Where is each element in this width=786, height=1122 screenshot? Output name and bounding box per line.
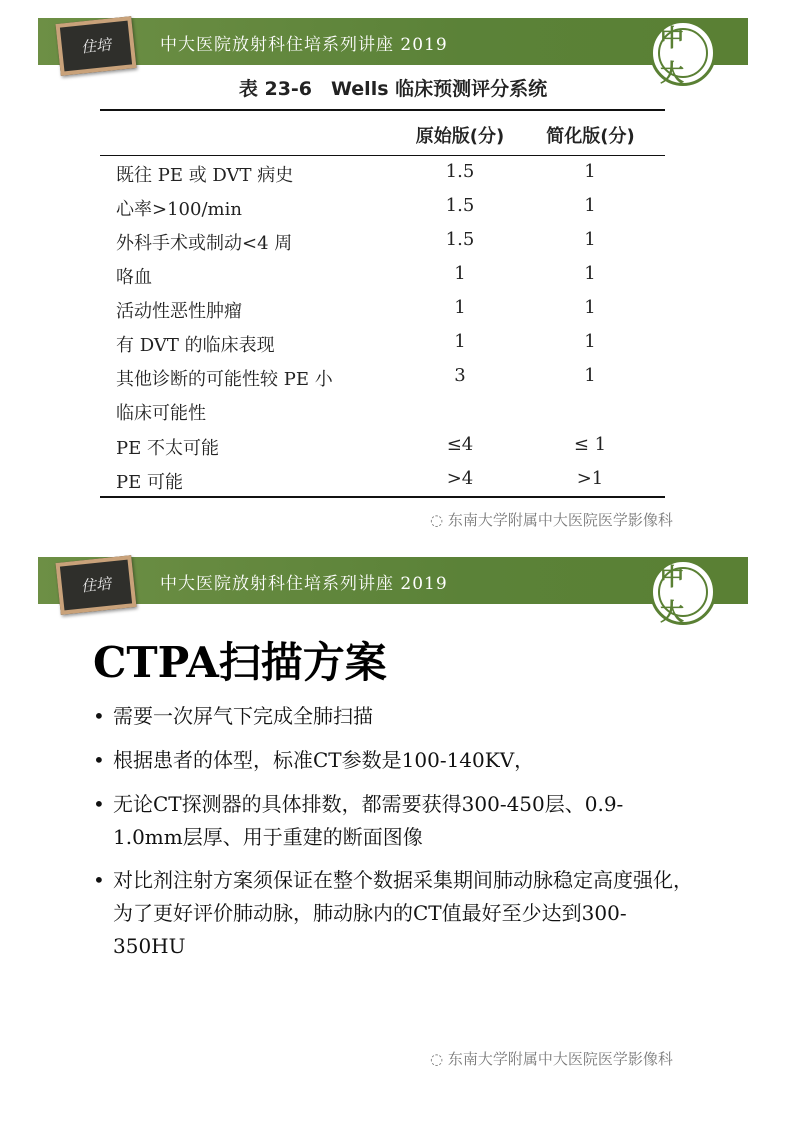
criterion-cell: PE 可能 <box>116 472 183 493</box>
table-row <box>100 161 665 191</box>
criterion-cell: PE 不太可能 <box>116 438 219 459</box>
table-row <box>100 229 665 259</box>
table-row <box>100 331 665 361</box>
slide-title: CTPA扫描方案 <box>93 638 387 687</box>
watermark-text: 东南大学附属中大医院医学影像科 <box>447 511 673 529</box>
wechat-icon: ◌ <box>430 511 448 529</box>
col-header-original: 原始版(分) <box>415 126 505 147</box>
criterion-cell: 心率>100/min <box>116 199 242 220</box>
seal-text: 中大 <box>658 28 708 78</box>
table-row <box>100 297 665 327</box>
bullet-text: 需要一次屏气下完成全肺扫描 <box>113 704 373 728</box>
score-cell: 1 <box>584 297 596 318</box>
chalkboard-logo: 住培 <box>55 16 136 76</box>
table-row <box>100 468 665 498</box>
table-bottom-rule <box>100 496 665 498</box>
score-cell: ≤4 <box>446 434 474 455</box>
score-cell: >1 <box>576 468 604 489</box>
watermark <box>430 509 673 530</box>
score-cell: 3 <box>454 365 466 386</box>
col-header-simplified: 简化版(分) <box>546 126 635 147</box>
table-header <box>100 122 665 152</box>
criterion-cell: 咯血 <box>116 267 152 288</box>
score-cell: 1 <box>584 365 596 386</box>
bullet-text: 无论CT探测器的具体排数，都需要获得300-450层、0.9-1.0mm层厚、用于重建的断面图像 <box>113 792 624 849</box>
score-cell: 1 <box>584 331 596 352</box>
header-band <box>38 18 748 65</box>
bullet-icon: • <box>93 748 105 772</box>
table-row <box>100 195 665 225</box>
score-cell: 1.5 <box>445 229 475 250</box>
watermark <box>430 1048 673 1069</box>
criterion-cell: 活动性恶性肿瘤 <box>116 301 242 322</box>
series-title: 中大医院放射科住培系列讲座 2019 <box>160 574 448 594</box>
chalkboard-logo: 住培 <box>55 555 136 615</box>
table-row <box>100 434 665 464</box>
table-row <box>100 365 665 395</box>
hospital-seal-logo <box>650 559 716 625</box>
table-title: 表 23-6 Wells 临床预测评分系统 <box>238 78 548 100</box>
bullet-item <box>93 700 713 733</box>
header-rule <box>100 155 665 156</box>
criterion-cell: 其他诊断的可能性较 PE 小 <box>116 369 333 390</box>
bullet-icon: • <box>93 792 105 816</box>
header-band <box>38 557 748 604</box>
score-cell: 1 <box>454 263 466 284</box>
score-cell: 1 <box>584 229 596 250</box>
criterion-cell: 既往 PE 或 DVT 病史 <box>116 165 294 186</box>
score-cell: 1 <box>454 297 466 318</box>
table-row <box>100 263 665 293</box>
seal-text: 中大 <box>658 567 708 617</box>
score-cell: 1.5 <box>445 195 475 216</box>
bullet-item <box>93 864 693 963</box>
bullet-icon: • <box>93 704 105 728</box>
bullet-text: 对比剂注射方案须保证在整个数据采集期间肺动脉稳定高度强化，为了更好评价肺动脉，肺动脉内的CT值最好至少达到300-350HU <box>113 868 693 958</box>
bullet-icon: • <box>93 868 105 892</box>
score-cell: >4 <box>446 468 474 489</box>
table-row <box>100 399 665 429</box>
wechat-icon: ◌ <box>430 1050 448 1068</box>
criterion-cell: 有 DVT 的临床表现 <box>116 335 275 356</box>
series-title: 中大医院放射科住培系列讲座 2019 <box>160 35 448 55</box>
score-cell: 1 <box>584 161 596 182</box>
criterion-cell: 外科手术或制动<4 周 <box>116 233 293 254</box>
table-top-rule <box>100 109 665 111</box>
bullet-item <box>93 744 713 777</box>
score-cell: ≤ 1 <box>573 434 607 455</box>
score-cell: 1.5 <box>445 161 475 182</box>
criterion-cell: 临床可能性 <box>116 403 206 424</box>
bullet-text: 根据患者的体型，标准CT参数是100-140KV， <box>113 748 535 772</box>
score-cell: 1 <box>584 263 596 284</box>
watermark-text: 东南大学附属中大医院医学影像科 <box>447 1050 673 1068</box>
score-cell: 1 <box>454 331 466 352</box>
score-cell: 1 <box>584 195 596 216</box>
bullet-item <box>93 788 653 854</box>
